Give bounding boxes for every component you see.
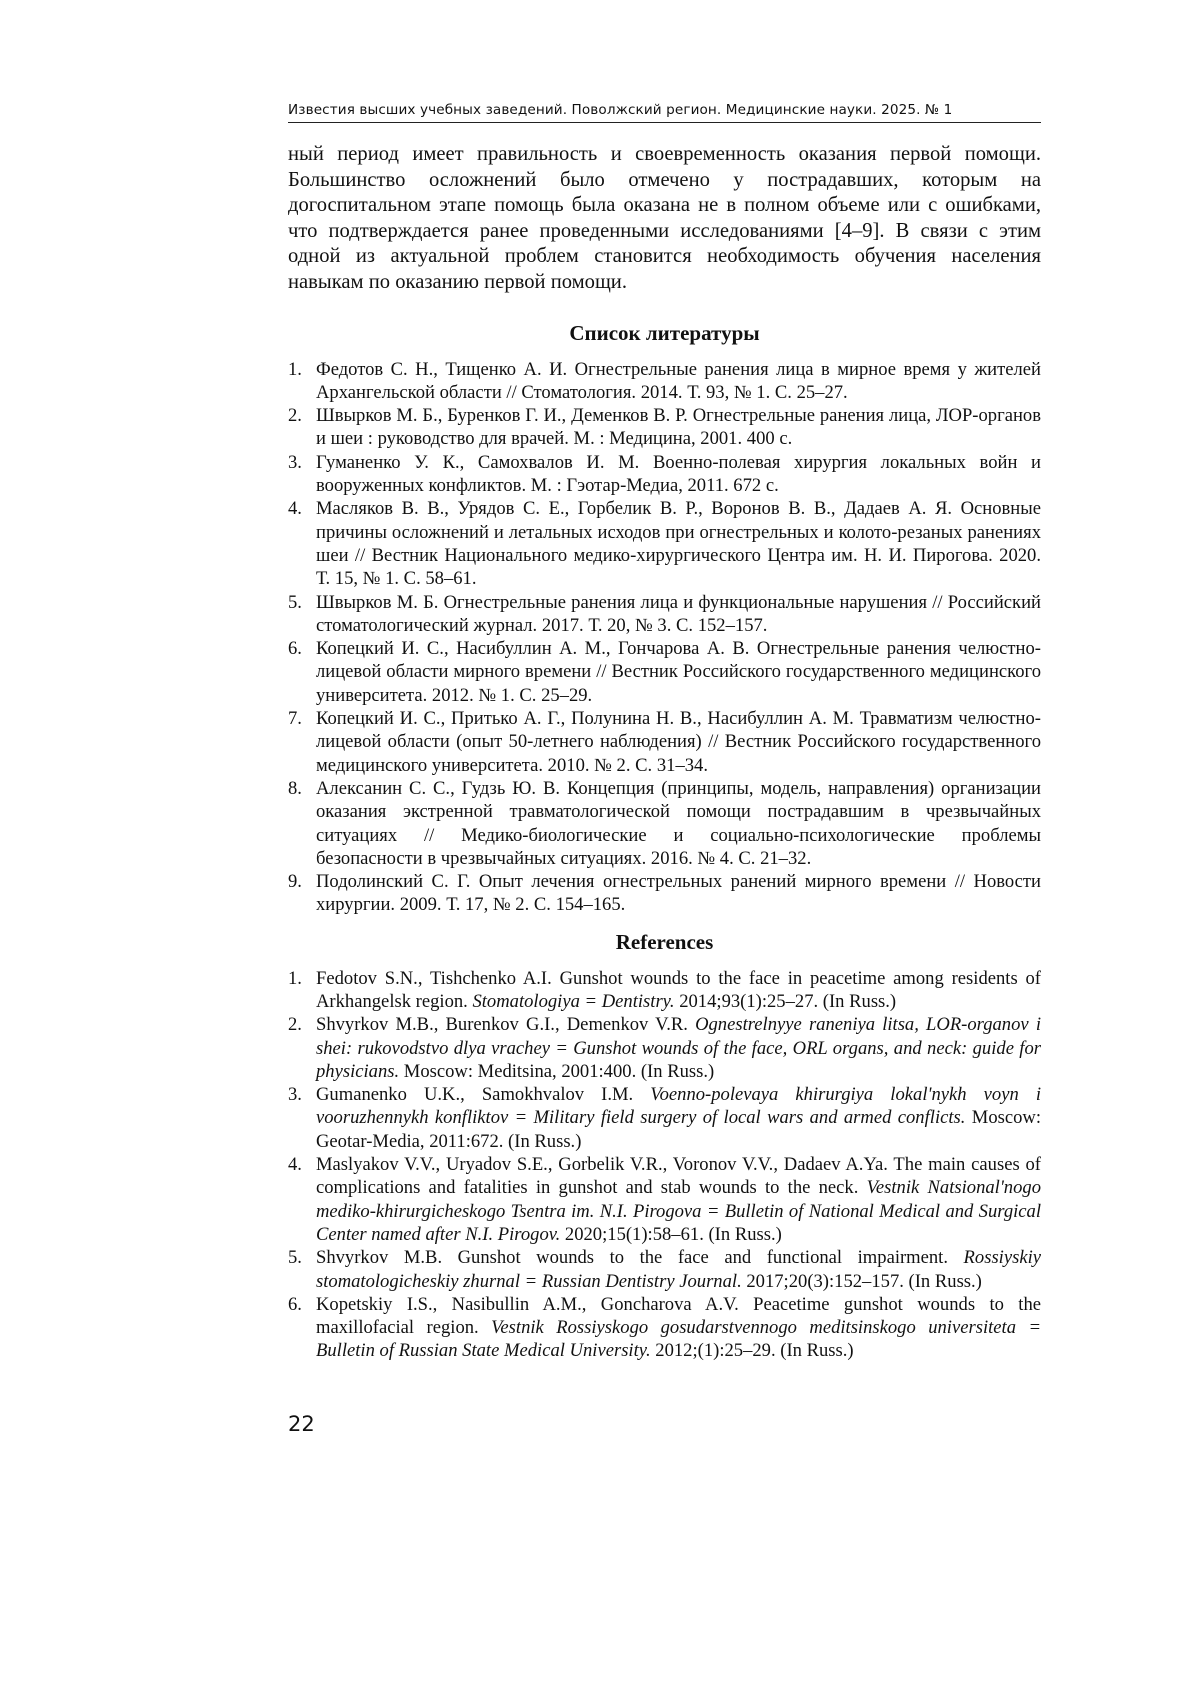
references-ru-list <box>288 358 1041 917</box>
reference-item: 9. Подолинский С. Г. Опыт лечения огнестрельных ранений мирного времени // Новости хирургии. 2009. Т. 17, № 2. С. 154–165. <box>288 871 1041 916</box>
page-number: 22 <box>288 1412 315 1436</box>
reference-item: 2. Швырков М. Б., Буренков Г. И., Деменков В. Р. Огнестрельные ранения лица, ЛОР-органов и шеи : руководство для врачей. М. : Медицина, 2001. 400 с. <box>288 405 1041 450</box>
reference-item: 1. Федотов С. Н., Тищенко А. И. Огнестрельные ранения лица в мирное время у жителей Архангельской области // Стоматология. 2014. Т. 93, № 1. С. 25–27. <box>288 358 1041 403</box>
reference-item: 6. Копецкий И. С., Насибуллин А. М., Гончарова А. В. Огнестрельные ранения челюстно-лицевой области мирного времени // Вестник Российского государственного медицинского университета. 2012. № 1. С. 25–29. <box>288 638 1041 706</box>
reference-item: 5. Shvyrkov M.B. Gunshot wounds to the face and functional impairment. Rossiyskiy stomatologicheskiy zhurnal = Russian Dentistry Journal. 2017;20(3):152–157. (In Russ.) <box>288 1247 1041 1292</box>
reference-item: 3. Gumanenko U.K., Samokhvalov I.M. Voenno-polevaya khirurgiya lokal'nykh voyn i vooruzhennykh konfliktov = Military field surgery of local wars and armed conflicts. Moscow: Geotar-Media, 2011:672. (In Russ.) <box>288 1084 1041 1152</box>
reference-item: 5. Швырков М. Б. Огнестрельные ранения лица и функциональные нарушения // Российский стоматологический журнал. 2017. Т. 20, № 3. С. 152–157. <box>288 591 1041 636</box>
references-ru-title: Список литературы <box>569 320 760 345</box>
reference-item: 8. Алексанин С. С., Гудзь Ю. В. Концепция (принципы, модель, направления) организации оказания экстренной травматологической помощи пострадавшим в чрезвычайных ситуациях // Медико-биологические и социально-психологические проблемы безопасности в чрезвычайных ситуациях. 2016. № 4. С. 21–32. <box>288 777 1041 869</box>
reference-item: 3. Гуманенко У. К., Самохвалов И. М. Военно-полевая хирургия локальных войн и вооруженных конфликтов. М. : Гэотар-Медиа, 2011. 672 с. <box>288 451 1041 497</box>
references-en-title: References <box>615 929 714 954</box>
references-en-list <box>288 967 1041 1363</box>
reference-item: 7. Копецкий И. С., Притько А. Г., Полунина Н. В., Насибуллин А. М. Травматизм челюстно-лицевой области (опыт 50-летнего наблюдения) // Вестник Российского государственного медицинского университета. 2010. № 2. С. 31–34. <box>288 708 1041 776</box>
reference-item: 4. Maslyakov V.V., Uryadov S.E., Gorbelik V.R., Voronov V.V., Dadaev A.Ya. The main causes of complications and fatalities in gunshot and stab wounds to the neck. Vestnik Natsional'nogo mediko-khirurgicheskogo Tsentra im. N.I. Pirogova = Bulletin of National Medical and Surgical Center named after N.I. Pirogov. 2020;15(1):58–61. (In Russ.) <box>288 1154 1041 1245</box>
reference-item: 2. Shvyrkov M.B., Burenkov G.I., Demenkov V.R. Ognestrelnyye raneniya litsa, LOR-organov i shei: rukovodstvo dlya vrachey = Gunshot wounds of the face, ORL organs, and neck: guide for physicians. Moscow: Meditsina, 2001:400. (In Russ.) <box>288 1014 1041 1082</box>
reference-item: 4. Масляков В. В., Урядов С. Е., Горбелик В. Р., Воронов В. В., Дадаев А. Я. Основные причины осложнений и летальных исходов при огнестрельных и колото-резаных ранениях шеи // Вестник Национального медико-хирургического Центра им. Н. И. Пирогова. 2020. Т. 15, № 1. С. 58–61. <box>288 498 1041 590</box>
running-header: Известия высших учебных заведений. Поволжский регион. Медицинские науки. 2025. № 1 <box>288 102 1041 123</box>
body-paragraph: ный период имеет правильность и своевременность оказания первой помощи. Большинство осложнений было отмечено у пострадавших, которым на догоспитальном этапе помощь была оказана не в полном объеме или с ошибками, что подтверждается ранее проведенными исследованиями [4–9]. В связи с этим одной из актуальной проблем становится необходимость обучения населения навыкам по оказанию первой помощи. <box>288 143 1041 293</box>
page-content <box>288 142 1041 1363</box>
reference-item: 1. Fedotov S.N., Tishchenko A.I. Gunshot wounds to the face in peacetime among residents of Arkhangelsk region. Stomatologiya = Dentistry. 2014;93(1):25–27. (In Russ.) <box>288 967 1041 1012</box>
reference-item: 6. Kopetskiy I.S., Nasibullin A.M., Goncharova A.V. Peacetime gunshot wounds to the maxillofacial region. Vestnik Rossiyskogo gosudarstvennogo meditsinskogo universiteta = Bulletin of Russian State Medical University. 2012;(1):25–29. (In Russ.) <box>288 1293 1041 1362</box>
